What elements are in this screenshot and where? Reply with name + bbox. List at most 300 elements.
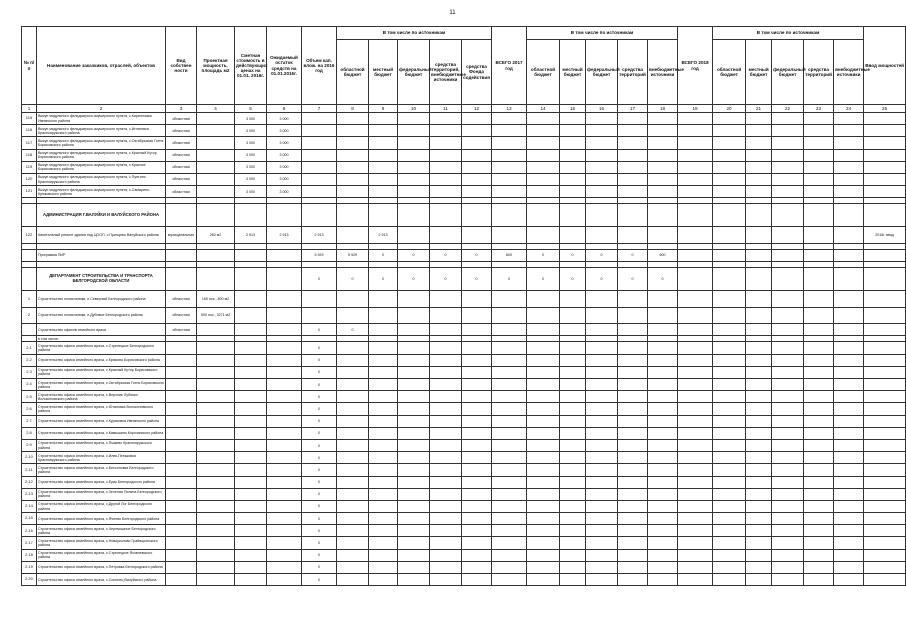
empty-cell [560, 415, 586, 427]
empty-cell [746, 415, 772, 427]
empty-cell [197, 173, 235, 185]
empty-cell [746, 379, 772, 391]
empty-cell [462, 186, 492, 198]
empty-cell [804, 161, 834, 173]
empty-cell [864, 513, 906, 525]
empty-cell [337, 173, 369, 185]
row-number: 2.11 [22, 464, 37, 476]
empty-cell [746, 366, 772, 378]
empty-cell [586, 125, 618, 137]
empty-cell [864, 391, 906, 403]
empty-cell [398, 513, 430, 525]
empty-cell [398, 204, 430, 227]
empty-cell [678, 268, 713, 291]
empty-cell [713, 324, 746, 336]
local-2017-value: 0 [560, 249, 586, 261]
empty-cell [302, 204, 337, 227]
empty-cell [834, 227, 864, 244]
row-number: 2.9 [22, 439, 37, 451]
empty-cell [369, 342, 398, 354]
empty-cell [166, 354, 197, 366]
ownership-type: областная [166, 137, 197, 149]
empty-cell [527, 464, 560, 476]
empty-cell [713, 125, 746, 137]
empty-cell [834, 403, 864, 415]
empty-cell [492, 173, 527, 185]
empty-cell [746, 161, 772, 173]
row-number: 2.5 [22, 391, 37, 403]
empty-cell [772, 561, 804, 573]
regional-budget-value: 0 [337, 324, 369, 336]
table-row [22, 561, 906, 573]
empty-cell [746, 137, 772, 149]
column-number: 17 [618, 105, 648, 113]
empty-cell [235, 342, 267, 354]
empty-cell [678, 113, 713, 125]
empty-cell [235, 415, 267, 427]
empty-cell [834, 204, 864, 227]
object-name: Строительство офиса семейного врача, с.Ютановка Волоконовского района [37, 403, 166, 415]
empty-cell [772, 366, 804, 378]
empty-cell [560, 476, 586, 488]
empty-cell [804, 186, 834, 198]
empty-cell [713, 439, 746, 451]
empty-cell [678, 500, 713, 512]
empty-cell [618, 415, 648, 427]
empty-cell [398, 561, 430, 573]
column-number: 4 [197, 105, 235, 113]
empty-cell [586, 161, 618, 173]
empty-cell [492, 149, 527, 161]
empty-cell [560, 488, 586, 500]
empty-cell [804, 415, 834, 427]
empty-cell [804, 379, 834, 391]
header-g3-offbudget: внебюджетные источники [834, 40, 864, 105]
empty-cell [804, 137, 834, 149]
empty-cell [398, 342, 430, 354]
empty-cell [527, 227, 560, 244]
empty-cell [713, 268, 746, 291]
empty-cell [197, 249, 235, 261]
empty-cell [864, 525, 906, 537]
empty-cell [369, 186, 398, 198]
empty-cell [527, 186, 560, 198]
header-volume-2016: Объем кап. влож. на 2016 год [302, 27, 337, 105]
empty-cell [267, 204, 302, 227]
empty-cell [746, 113, 772, 125]
dept-value: 0 [398, 268, 430, 291]
header-type: Вид собствен ности [166, 27, 197, 105]
empty-cell [834, 549, 864, 561]
empty-cell [398, 379, 430, 391]
empty-cell [804, 173, 834, 185]
empty-cell [772, 464, 804, 476]
empty-cell [648, 291, 678, 308]
empty-cell [462, 379, 492, 391]
empty-cell [337, 391, 369, 403]
empty-cell [772, 342, 804, 354]
column-number: 15 [560, 105, 586, 113]
empty-cell [834, 113, 864, 125]
table-row [22, 379, 906, 391]
empty-cell [746, 525, 772, 537]
empty-cell [648, 561, 678, 573]
header-g2-offbudget: внебюджетные источники [648, 40, 678, 105]
empty-cell [834, 249, 864, 261]
empty-cell [267, 403, 302, 415]
empty-cell [337, 149, 369, 161]
empty-cell [678, 186, 713, 198]
empty-cell [804, 403, 834, 415]
empty-cell [430, 161, 462, 173]
empty-cell [527, 342, 560, 354]
empty-cell [864, 161, 906, 173]
volume-value: 0 [302, 427, 337, 439]
empty-cell [337, 227, 369, 244]
empty-cell [864, 464, 906, 476]
remainder-value: 3 000 [267, 137, 302, 149]
object-name: Выкуп модульного фельдшерско-акушерского пункта, с.Красное Борисовского района [37, 161, 166, 173]
empty-cell [678, 227, 713, 244]
empty-cell [337, 354, 369, 366]
empty-cell [713, 549, 746, 561]
empty-cell [560, 291, 586, 308]
empty-cell [197, 476, 235, 488]
empty-cell [772, 249, 804, 261]
row-number: 2.18 [22, 549, 37, 561]
empty-cell [398, 439, 430, 451]
empty-cell [166, 476, 197, 488]
empty-cell [462, 427, 492, 439]
empty-cell [746, 439, 772, 451]
empty-cell [462, 125, 492, 137]
column-number: 25 [864, 105, 906, 113]
object-name: Строительство поликлиники, п.Северный Белгородского района [37, 291, 166, 308]
empty-cell [398, 366, 430, 378]
column-number: 22 [772, 105, 804, 113]
empty-cell [586, 427, 618, 439]
header-total-2018: ВСЕГО 2018 год [678, 27, 713, 105]
empty-cell [267, 500, 302, 512]
empty-cell [678, 525, 713, 537]
empty-cell [430, 549, 462, 561]
empty-cell [560, 354, 586, 366]
empty-cell [492, 513, 527, 525]
empty-cell [267, 324, 302, 336]
remainder-value: 2 913 [267, 227, 302, 244]
header-no: № п/п [22, 27, 37, 105]
empty-cell [166, 561, 197, 573]
volume-value: 0 [302, 415, 337, 427]
empty-cell [430, 391, 462, 403]
row-number: 118 [22, 149, 37, 161]
empty-cell [492, 366, 527, 378]
empty-cell [586, 513, 618, 525]
empty-cell [492, 137, 527, 149]
empty-cell [527, 125, 560, 137]
empty-cell [746, 391, 772, 403]
empty-cell [462, 137, 492, 149]
empty-cell [804, 427, 834, 439]
empty-cell [678, 537, 713, 549]
empty-cell [834, 307, 864, 324]
empty-cell [746, 464, 772, 476]
empty-cell [337, 161, 369, 173]
object-name: Строительство офиса семейного врача, с.Ячнево Белгородского района [37, 513, 166, 525]
volume-value: 0 [302, 574, 337, 586]
empty-cell [430, 464, 462, 476]
empty-cell [713, 525, 746, 537]
empty-cell [804, 291, 834, 308]
capacity-value: 165 пос., 800 м2 [197, 291, 235, 308]
remainder-value: 3 000 [267, 173, 302, 185]
empty-cell [527, 525, 560, 537]
empty-cell [834, 125, 864, 137]
table-row [22, 291, 906, 308]
empty-cell [166, 268, 197, 291]
empty-cell [560, 574, 586, 586]
empty-cell [527, 113, 560, 125]
empty-cell [398, 307, 430, 324]
empty-cell [804, 574, 834, 586]
empty-cell [648, 574, 678, 586]
empty-cell [492, 227, 527, 244]
table-row [22, 427, 906, 439]
empty-cell [398, 354, 430, 366]
empty-cell [527, 500, 560, 512]
volume-value: 0 [302, 488, 337, 500]
header-power: Ввод мощностей [864, 27, 906, 105]
empty-cell [369, 391, 398, 403]
empty-cell [678, 137, 713, 149]
volume-value: 0 [302, 561, 337, 573]
empty-cell [648, 149, 678, 161]
empty-cell [462, 537, 492, 549]
empty-cell [864, 137, 906, 149]
empty-cell [586, 354, 618, 366]
empty-cell [713, 427, 746, 439]
header-remainder: Ожидаемый остаток средств на 01.01.2016г. [267, 27, 302, 105]
empty-cell [586, 561, 618, 573]
empty-cell [834, 149, 864, 161]
empty-cell [398, 391, 430, 403]
empty-cell [235, 488, 267, 500]
table-row [22, 149, 906, 161]
table-row [22, 249, 906, 261]
empty-cell [166, 452, 197, 464]
empty-cell [560, 149, 586, 161]
object-name: Строительство офиса семейного врача, с.Стрелецкое Белгородского района [37, 342, 166, 354]
empty-cell [267, 307, 302, 324]
dept-value: 0 [648, 268, 678, 291]
empty-cell [235, 549, 267, 561]
header-estimate: Сметная стоимость в действующих ценах на 01.01. 2016г. [235, 27, 267, 105]
empty-cell [462, 439, 492, 451]
empty-cell [772, 173, 804, 185]
empty-cell [197, 161, 235, 173]
empty-cell [713, 249, 746, 261]
object-name: Строительство офиса семейного врача, с.Ерик Белгородского района [37, 476, 166, 488]
empty-cell [586, 137, 618, 149]
empty-cell [197, 324, 235, 336]
empty-cell [648, 439, 678, 451]
empty-cell [492, 291, 527, 308]
empty-cell [713, 403, 746, 415]
empty-cell [302, 113, 337, 125]
empty-cell [804, 561, 834, 573]
row-number: 2.10 [22, 452, 37, 464]
empty-cell [648, 464, 678, 476]
ownership-type: областная [166, 125, 197, 137]
empty-cell [337, 125, 369, 137]
empty-cell [22, 204, 37, 227]
empty-cell [678, 476, 713, 488]
empty-cell [648, 307, 678, 324]
row-number: 117 [22, 137, 37, 149]
header-g1-territory: средства территорий, внебюджетные источники [430, 40, 462, 105]
empty-cell [618, 452, 648, 464]
program-row-name: Программа ПИР [37, 249, 166, 261]
empty-cell [369, 161, 398, 173]
table-row [22, 342, 906, 354]
empty-cell [197, 113, 235, 125]
row-number: 1 [22, 291, 37, 308]
volume-value: 0 [302, 464, 337, 476]
object-name: Выкуп модульного фельдшерско-акушерского пункта, с.Самарино-Крюковского района [37, 186, 166, 198]
row-number: 2.8 [22, 427, 37, 439]
table-row [22, 186, 906, 198]
empty-cell [462, 574, 492, 586]
empty-cell [462, 549, 492, 561]
empty-cell [586, 342, 618, 354]
empty-cell [772, 307, 804, 324]
empty-cell [398, 291, 430, 308]
empty-cell [804, 500, 834, 512]
header-g2-territory: средства территорий [618, 40, 648, 105]
empty-cell [586, 186, 618, 198]
header-g3-local: местный бюджет [746, 40, 772, 105]
estimate-value: 2 913 [235, 227, 267, 244]
empty-cell [527, 324, 560, 336]
empty-cell [678, 561, 713, 573]
empty-cell [462, 500, 492, 512]
ownership-type: областная [166, 307, 197, 324]
empty-cell [586, 391, 618, 403]
empty-cell [166, 439, 197, 451]
empty-cell [337, 525, 369, 537]
empty-cell [746, 476, 772, 488]
empty-cell [834, 291, 864, 308]
empty-cell [648, 525, 678, 537]
empty-cell [337, 342, 369, 354]
empty-cell [430, 488, 462, 500]
empty-cell [398, 427, 430, 439]
empty-cell [527, 291, 560, 308]
empty-cell [430, 415, 462, 427]
empty-cell [746, 403, 772, 415]
empty-cell [560, 452, 586, 464]
empty-cell [772, 513, 804, 525]
empty-cell [560, 525, 586, 537]
empty-cell [235, 354, 267, 366]
estimate-value: 3 000 [235, 161, 267, 173]
empty-cell [713, 500, 746, 512]
empty-cell [235, 291, 267, 308]
header-group-2016-sources: В том числе по источникам [337, 27, 492, 40]
empty-cell [492, 464, 527, 476]
empty-cell [746, 452, 772, 464]
empty-cell [369, 354, 398, 366]
empty-cell [618, 439, 648, 451]
dept-value: 0 [560, 268, 586, 291]
empty-cell [267, 561, 302, 573]
empty-cell [834, 379, 864, 391]
table-row [22, 574, 906, 586]
header-g1-federal: федеральный бюджет [398, 40, 430, 105]
empty-cell [586, 464, 618, 476]
row-number: 2.13 [22, 488, 37, 500]
empty-cell [369, 125, 398, 137]
empty-cell [834, 500, 864, 512]
empty-cell [492, 476, 527, 488]
object-name: Строительство офиса семейного врача, с.Илек-Пеньковка Краснояружского района [37, 452, 166, 464]
empty-cell [678, 488, 713, 500]
empty-cell [430, 186, 462, 198]
estimate-value: 3 000 [235, 137, 267, 149]
empty-cell [267, 488, 302, 500]
empty-cell [713, 186, 746, 198]
local-budget-value: 2 913 [369, 227, 398, 244]
empty-cell [560, 137, 586, 149]
empty-cell [398, 537, 430, 549]
empty-cell [430, 427, 462, 439]
empty-cell [834, 186, 864, 198]
empty-cell [197, 125, 235, 137]
empty-cell [527, 366, 560, 378]
empty-cell [713, 513, 746, 525]
volume-value: 0 [302, 476, 337, 488]
empty-cell [804, 307, 834, 324]
empty-cell [369, 379, 398, 391]
empty-cell [713, 173, 746, 185]
empty-cell [197, 391, 235, 403]
empty-cell [713, 415, 746, 427]
volume-value: 0 [302, 324, 337, 336]
empty-cell [197, 379, 235, 391]
empty-cell [235, 249, 267, 261]
empty-cell [834, 488, 864, 500]
empty-cell [864, 249, 906, 261]
row-number: 2.15 [22, 513, 37, 525]
empty-cell [235, 439, 267, 451]
empty-cell [804, 366, 834, 378]
empty-cell [618, 113, 648, 125]
empty-cell [804, 513, 834, 525]
empty-cell [678, 549, 713, 561]
ownership-type: муниципальная [166, 227, 197, 244]
empty-cell [527, 307, 560, 324]
empty-cell [527, 161, 560, 173]
empty-cell [560, 537, 586, 549]
empty-cell [235, 403, 267, 415]
table-row [22, 113, 906, 125]
empty-cell [678, 307, 713, 324]
volume-value: 0 [302, 391, 337, 403]
empty-cell [618, 227, 648, 244]
empty-cell [834, 415, 864, 427]
empty-cell [430, 500, 462, 512]
empty-cell [586, 537, 618, 549]
